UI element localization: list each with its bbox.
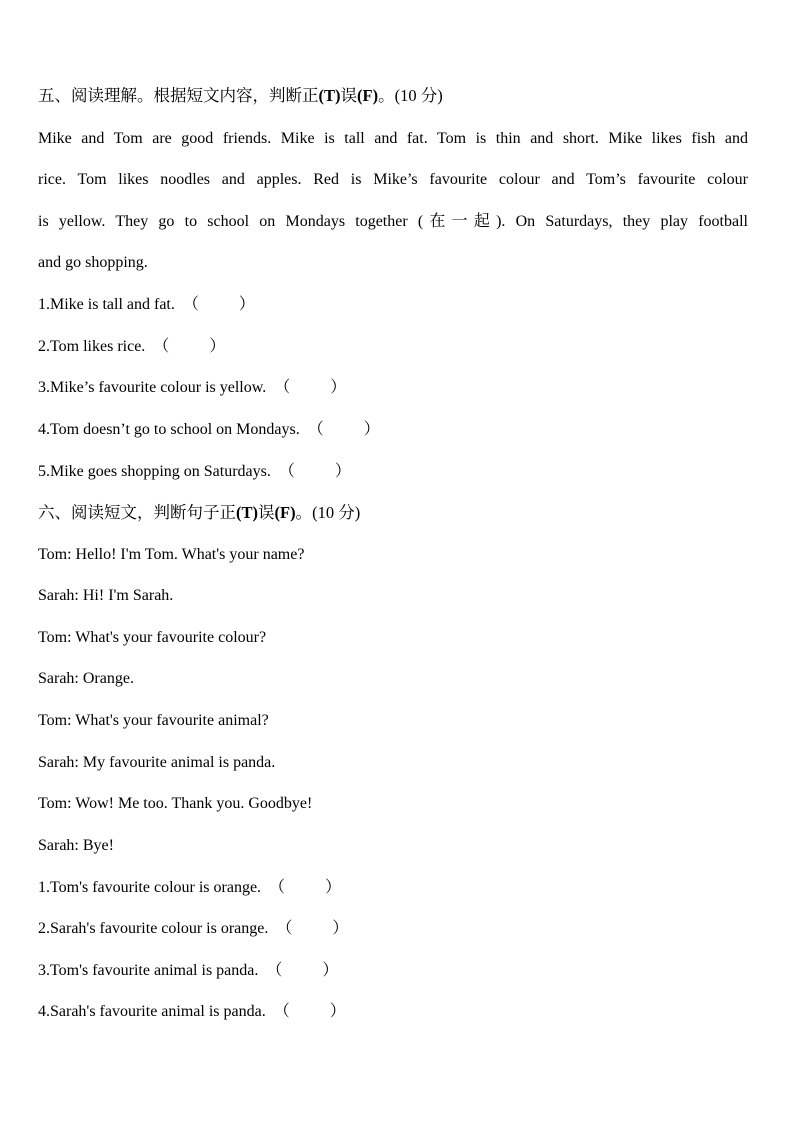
dialogue-line: Sarah: My favourite animal is panda. [38, 754, 276, 771]
question-item: 2.Tom likes rice. （ ） [38, 338, 226, 355]
answer-blank[interactable]: （ ） [266, 962, 339, 979]
passage-line: Mike and Tom are good friends. Mike is tall and fat. Tom is thin and short. Mike likes fish and [38, 130, 748, 147]
passage-line: rice. Tom likes noodles and apples. Red is Mike’s favourite colour and Tom’s favourite colour [38, 171, 748, 188]
answer-blank[interactable]: （ ） [276, 920, 349, 937]
answer-blank[interactable]: （ ） [278, 463, 351, 480]
question-item: 4.Sarah's favourite animal is panda. （ ） [38, 1003, 346, 1020]
dialogue-line: Tom: Hello! I'm Tom. What's your name? [38, 546, 305, 563]
section6-heading: 六、阅读短文，判断句子正(T)误(F)。(10 分) [38, 503, 361, 522]
question-item: 5.Mike goes shopping on Saturdays. （ ） [38, 463, 351, 480]
question-item: 3.Tom's favourite animal is panda. （ ） [38, 962, 339, 979]
passage-line: is yellow. They go to school on Mondays together (在一起). On Saturdays, they play football [38, 213, 748, 230]
section5-heading: 五、阅读理解。根据短文内容，判断正(T)误(F)。(10 分) [38, 86, 443, 105]
answer-blank[interactable]: （ ） [182, 296, 255, 313]
answer-blank[interactable]: （ ） [153, 338, 226, 355]
question-item: 1.Mike is tall and fat. （ ） [38, 296, 255, 313]
dialogue-line: Sarah: Hi! I'm Sarah. [38, 587, 174, 604]
dialogue-line: Sarah: Bye! [38, 837, 114, 854]
dialogue-line: Sarah: Orange. [38, 670, 134, 687]
question-item: 1.Tom's favourite colour is orange. （ ） [38, 879, 342, 896]
question-item: 3.Mike’s favourite colour is yellow. （ ） [38, 379, 347, 396]
dialogue-line: Tom: Wow! Me too. Thank you. Goodbye! [38, 795, 313, 812]
dialogue-line: Tom: What's your favourite colour? [38, 629, 267, 646]
question-item: 2.Sarah's favourite colour is orange. （ ） [38, 920, 349, 937]
answer-blank[interactable]: （ ） [307, 421, 380, 438]
passage-line: and go shopping. [38, 254, 148, 271]
question-item: 4.Tom doesn’t go to school on Mondays. （ ） [38, 421, 380, 438]
answer-blank[interactable]: （ ） [274, 379, 347, 396]
dialogue-line: Tom: What's your favourite animal? [38, 712, 269, 729]
answer-blank[interactable]: （ ） [273, 1003, 346, 1020]
answer-blank[interactable]: （ ） [269, 879, 342, 896]
